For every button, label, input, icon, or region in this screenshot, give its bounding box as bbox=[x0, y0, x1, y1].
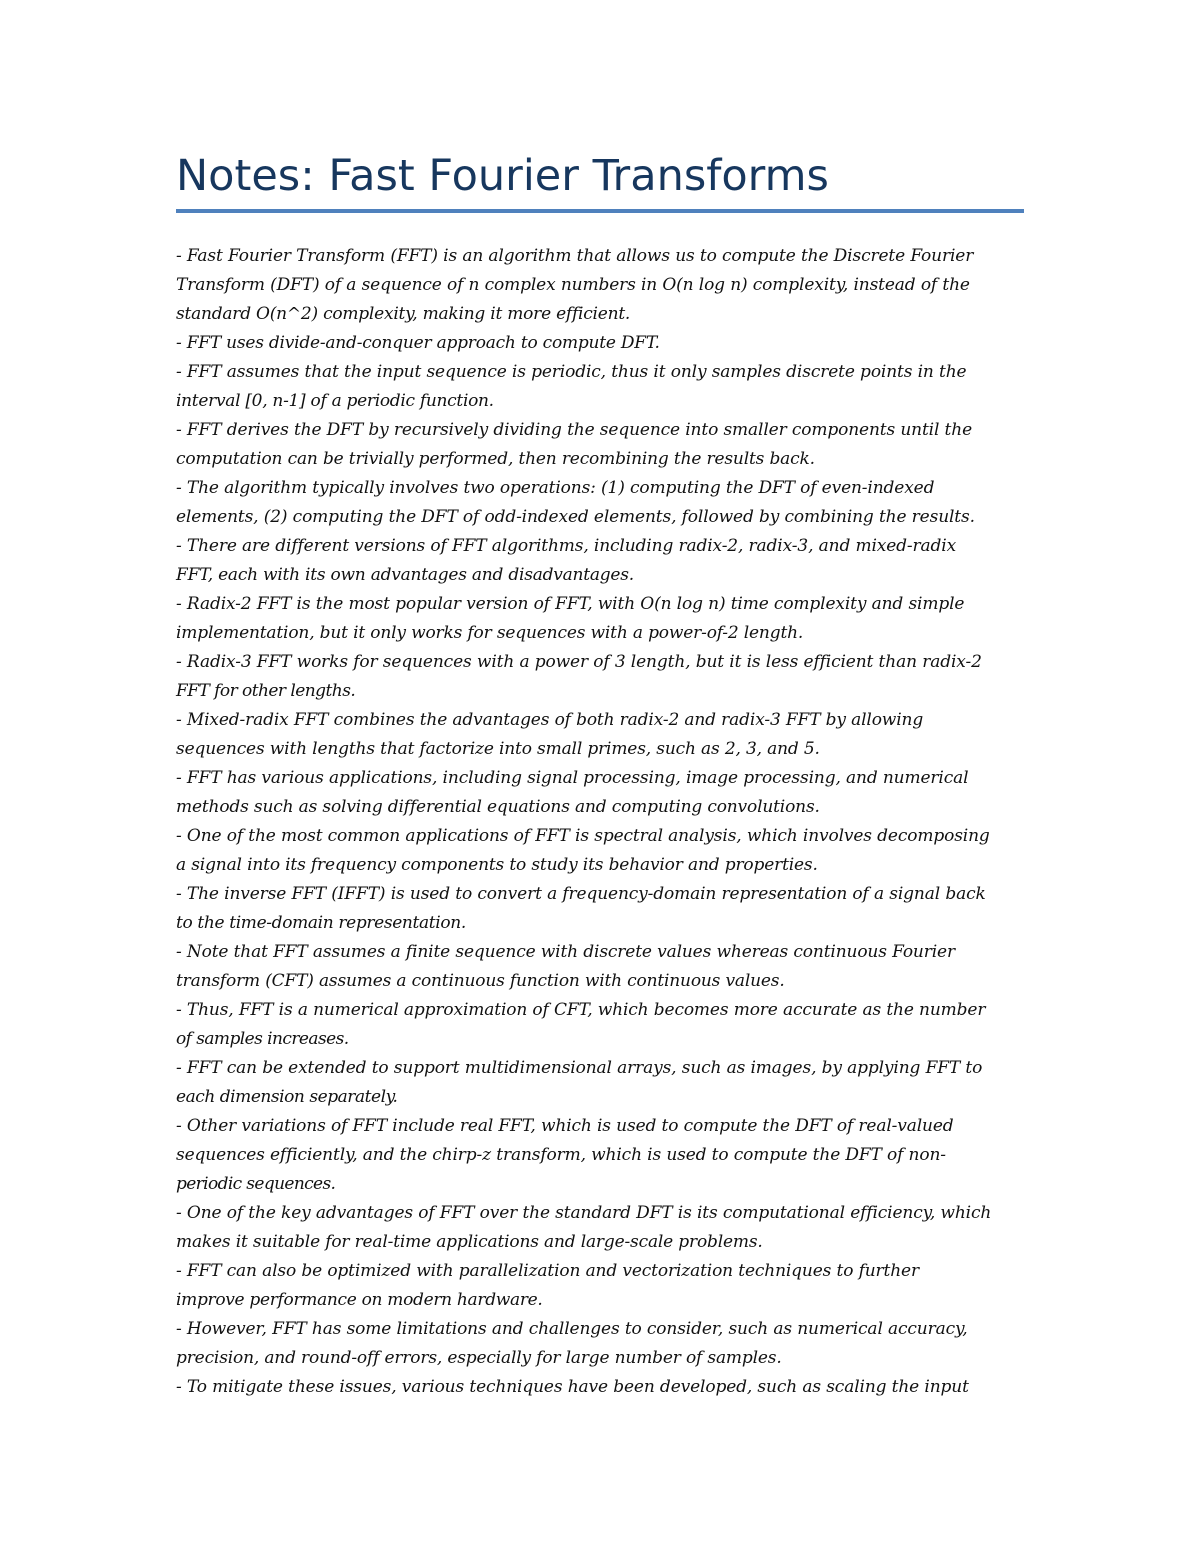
body-text-line: of samples increases. bbox=[176, 1029, 349, 1049]
body-text-line: Transform (DFT) of a sequence of n complex numbers in O(n log n) complexity, instead of the bbox=[176, 275, 970, 295]
body-text-line: - However, FFT has some limitations and challenges to consider, such as numerical accuracy, bbox=[176, 1319, 968, 1339]
body-text-line: transform (CFT) assumes a continuous function with continuous values. bbox=[176, 971, 785, 991]
document-body bbox=[176, 242, 1036, 1402]
body-text-line: - Mixed-radix FFT combines the advantages of both radix-2 and radix-3 FFT by allowing bbox=[176, 710, 924, 730]
body-text-line: - One of the most common applications of FFT is spectral analysis, which involves decomposing bbox=[176, 826, 990, 846]
body-text-line: makes it suitable for real-time applications and large-scale problems. bbox=[176, 1232, 763, 1252]
body-text-line: - FFT can also be optimized with parallelization and vectorization techniques to further bbox=[176, 1261, 919, 1281]
body-text-line: precision, and round-off errors, especially for large number of samples. bbox=[176, 1348, 782, 1368]
body-text-line: elements, (2) computing the DFT of odd-indexed elements, followed by combining the results. bbox=[176, 507, 975, 527]
body-text-line: - There are different versions of FFT algorithms, including radix-2, radix-3, and mixed-radix bbox=[176, 536, 957, 556]
body-text-line: - Note that FFT assumes a finite sequence with discrete values whereas continuous Fourier bbox=[176, 942, 955, 962]
body-text-line: sequences efficiently, and the chirp-z transform, which is used to compute the DFT of non- bbox=[176, 1145, 946, 1165]
body-text-line: computation can be trivially performed, then recombining the results back. bbox=[176, 449, 815, 469]
body-text-line: - One of the key advantages of FFT over the standard DFT is its computational efficiency, which bbox=[176, 1203, 992, 1223]
body-text-line: FFT, each with its own advantages and disadvantages. bbox=[176, 565, 634, 585]
body-text-line: - The algorithm typically involves two operations: (1) computing the DFT of even-indexed bbox=[176, 478, 935, 498]
body-text-line: - Other variations of FFT include real FFT, which is used to compute the DFT of real-valued bbox=[176, 1116, 954, 1136]
body-text-line: - Radix-2 FFT is the most popular version of FFT, with O(n log n) time complexity and simple bbox=[176, 594, 965, 614]
body-text-line: sequences with lengths that factorize into small primes, such as 2, 3, and 5. bbox=[176, 739, 820, 759]
body-text-line: methods such as solving differential equations and computing convolutions. bbox=[176, 797, 820, 817]
body-text-line: - Radix-3 FFT works for sequences with a power of 3 length, but it is less efficient than radix-2 bbox=[176, 652, 982, 672]
body-text-line: implementation, but it only works for sequences with a power-of-2 length. bbox=[176, 623, 804, 643]
body-text-line: - FFT uses divide-and-conquer approach to compute DFT. bbox=[176, 333, 660, 353]
body-text-line: to the time-domain representation. bbox=[176, 913, 466, 933]
body-text-line: - FFT assumes that the input sequence is periodic, thus it only samples discrete points in the bbox=[176, 362, 967, 382]
page-title: Notes: Fast Fourier Transforms bbox=[176, 151, 829, 201]
body-text-line: - Thus, FFT is a numerical approximation of CFT, which becomes more accurate as the number bbox=[176, 1000, 986, 1020]
title-divider bbox=[176, 209, 1024, 213]
body-text-line: FFT for other lengths. bbox=[176, 681, 356, 701]
body-text-line: interval [0, n-1] of a periodic function. bbox=[176, 391, 494, 411]
body-text-line: a signal into its frequency components to study its behavior and properties. bbox=[176, 855, 818, 875]
body-text-line: periodic sequences. bbox=[176, 1174, 336, 1194]
body-text-line: - Fast Fourier Transform (FFT) is an algorithm that allows us to compute the Discrete Fourier bbox=[176, 246, 974, 266]
body-text-line: improve performance on modern hardware. bbox=[176, 1290, 543, 1310]
body-text-line: standard O(n^2) complexity, making it more efficient. bbox=[176, 304, 631, 324]
body-text-line: - FFT can be extended to support multidimensional arrays, such as images, by applying FFT to bbox=[176, 1058, 983, 1078]
body-text-line: - The inverse FFT (IFFT) is used to convert a frequency-domain representation of a signal back bbox=[176, 884, 986, 904]
body-text-line: - To mitigate these issues, various techniques have been developed, such as scaling the input bbox=[176, 1377, 969, 1397]
body-text-line: each dimension separately. bbox=[176, 1087, 398, 1107]
body-text-line: - FFT has various applications, including signal processing, image processing, and numerical bbox=[176, 768, 969, 788]
body-text-line: - FFT derives the DFT by recursively dividing the sequence into smaller components until the bbox=[176, 420, 973, 440]
